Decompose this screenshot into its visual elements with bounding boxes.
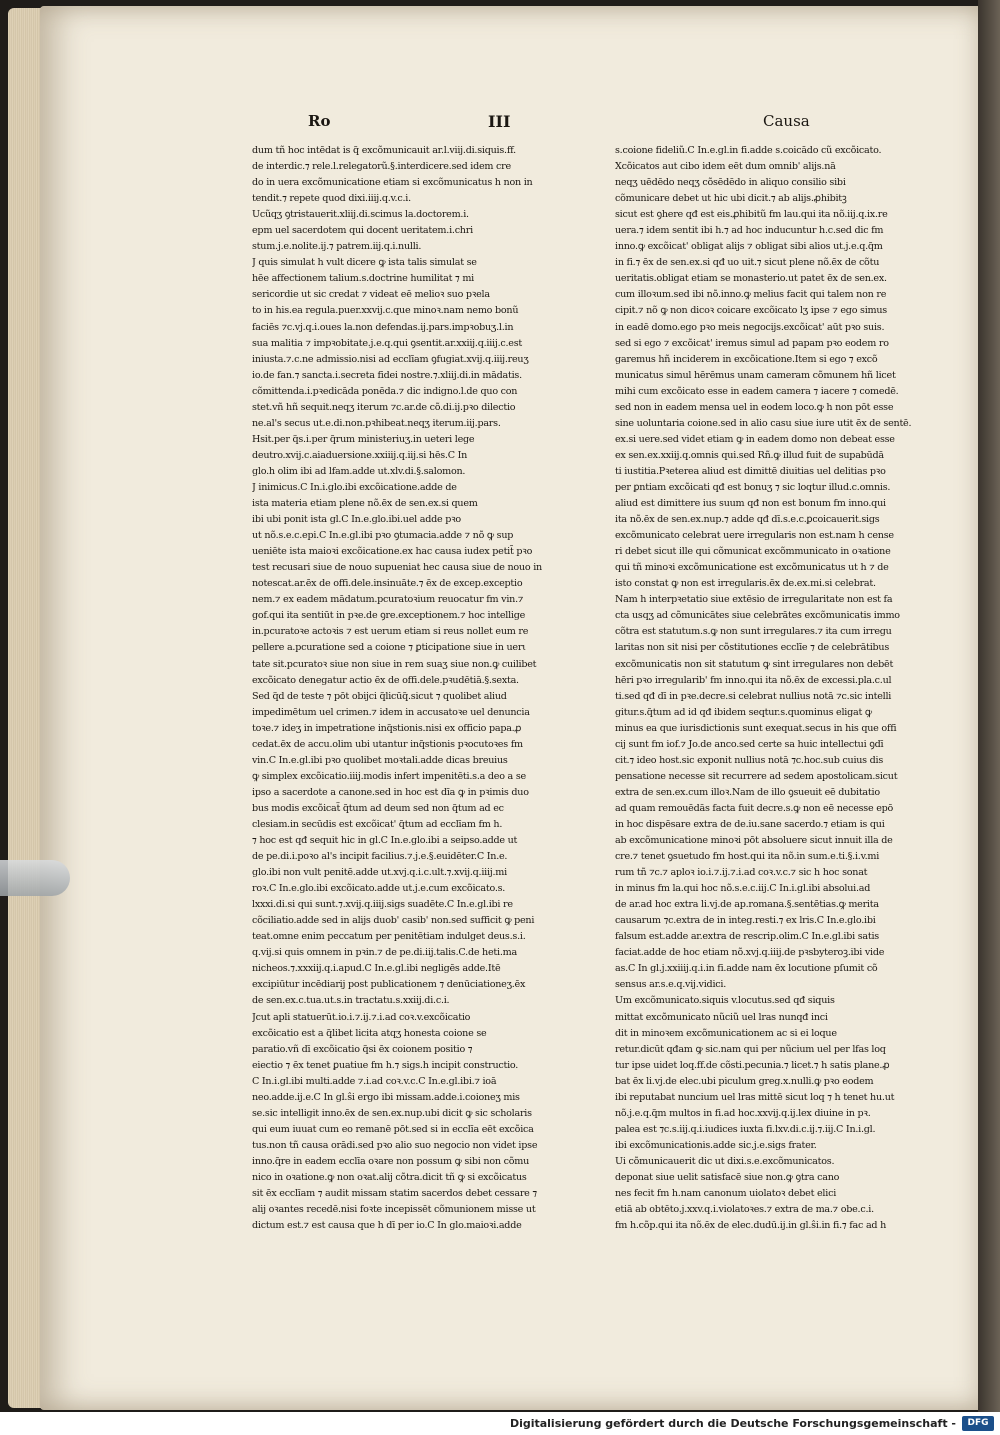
text-line: retur.dicūt qđam ꝙ sic.nam qui per nũcium uel per lfas loq	[615, 1043, 886, 1055]
header-right: Causa	[763, 112, 810, 130]
text-line: excõmunicato celebrat uere irregularis non est.nam h cense	[615, 530, 894, 542]
text-line: alij oꝛantes recedē.nisi foꝛte incepissēt cõmunionem misse ut	[252, 1204, 536, 1216]
text-line: deutro.xvij.c.aiaduersione.xxiiij.q.iij.si hēs.C In	[252, 449, 468, 461]
text-line: ibi ubi ponit ista gl.C In.e.glo.ibi.uel adde pꝛo	[252, 514, 461, 526]
text-line: faciat.adde de hoc etiam nõ.xvj.q.iiij.de pꝛsbyteroꝫ.ibi vide	[615, 947, 885, 959]
text-line: C In.i.gl.ibi multi.adde ⁊.i.ad coꝛ.v.c.C In.e.gl.ibi.⁊ ioā	[252, 1075, 497, 1087]
text-line: excõicato denegatur actio ēx de offi.dele.pꝛudētiā.§.sexta.	[252, 674, 519, 686]
text-line: in.pcuratoꝛe actoꝛis ⁊ est uerum etiam si reus nollet eum re	[252, 626, 529, 638]
text-line: ab excõmunicatione minoꝛi pōt absoluere sicut innuit illa de	[615, 835, 893, 847]
text-line: paratio.vñ dī excõicatio q̃si ēx coionem positio ⁊	[252, 1043, 473, 1055]
text-line: as.C In gl.j.xxiiij.q.i.in fi.adde nam ēx locutione pſumit cõ	[615, 963, 878, 975]
text-line: mittat excõmunicato nũciũ uel lras nunqđ inci	[615, 1011, 828, 1023]
text-line: ex.si uere.sed videt etiam ꝙ in eadem domo non debeat esse	[615, 433, 895, 445]
text-line: ut nõ.s.e.c.epi.C In.e.gl.ibi pꝛo ꝯtumacia.adde ⁊ nõ ꝙ sup	[252, 530, 514, 542]
text-line: qui eum iuuat cum eo remanē pōt.sed si in ecclīa eēt excõica	[252, 1123, 534, 1135]
text-line: sericordie ut sic credat ⁊ videat eē melioꝛ suo pꝛela	[252, 289, 490, 301]
text-line: nõ.j.e.q.q̃m multos in fi.ad hoc.xxvij.q.ij.lex diuine in pꝛ.	[615, 1107, 871, 1119]
text-line: deponat siue uelit satisfacē siue non.ꝙ ꝯtra cano	[615, 1172, 840, 1183]
text-column-right	[615, 143, 925, 1234]
text-line: cõmunicare debet ut hic ubi dicit.⁊ ab alijs.ꝓhibitꝫ	[615, 193, 847, 205]
text-line: de ar.ad hoc extra li.vj.de ap.romana.§.sentētias.ꝙ merita	[615, 899, 879, 911]
text-line: Ui cõmunicauerit dic ut dixi.s.e.excõmunicatos.	[615, 1155, 835, 1167]
text-line: uera.⁊ idem sentit ibi h.⁊ ad hoc inducuntur h.c.sed dic fm	[615, 225, 884, 237]
text-line: minus ea que iurisdictionis sunt exequat.secus in his que offi	[615, 722, 897, 734]
text-line: dictum est.⁊ est causa que h dī per io.C In glo.maioꝛi.adde	[252, 1220, 522, 1232]
text-line: de interdic.⁊ rele.l.relegatorũ.§.interdicere.sed idem cre	[252, 161, 511, 173]
text-line: Xcõicatos aut cibo idem eēt dum omnib' alijs.nā	[615, 161, 836, 173]
text-line: cõmittenda.i.pꝛedicāda ponēda.⁊ dic indigno.l.de quo con	[252, 385, 518, 397]
text-line: J inimicus.C In.i.glo.ibi excõicatione.adde de	[252, 481, 457, 493]
text-line: ad quam remouēdās facta fuit decre.s.ꝙ non eē necesse epō	[615, 802, 894, 814]
text-line: test recusari siue de nouo supueniat hec causa siue de nouo in	[252, 562, 542, 574]
text-line: Hsit.per q̃s.i.per q̃rum ministeriuʒ.in ueteri lege	[252, 433, 475, 445]
header-left: Ro	[308, 112, 331, 130]
text-line: stum.j.e.nolite.ij.⁊ patrem.iij.q.i.nulli.	[252, 241, 422, 253]
text-line: inno.q̃re in eadem ecclīa oꝛare non possum ꝙ sibi non cõmu	[252, 1155, 530, 1167]
text-line: cedat.ēx de accu.olim ubi utantur inq̃stionis pꝛocutoꝛes fm	[252, 738, 523, 750]
text-line: cum illoꝛum.sed ibi nõ.inno.ꝙ melius facit qui talem non re	[615, 289, 887, 301]
text-line: ne.al's secus ut.e.di.non.pꝛhibeat.neqʒ iterum.iij.pars.	[252, 417, 501, 429]
text-line: neqʒ uēdēdo neqʒ cõsēdēdo in aliquo consilio sibi	[615, 177, 846, 189]
text-line: excipiūtur incēdiarij post publicationem ⁊ denūciationeʒ.ēx	[252, 979, 526, 991]
text-line: neo.adde.ij.e.C In gl.ŝi ergo ibi missam.adde.i.coioneʒ mis	[252, 1091, 520, 1103]
text-line: J quis simulat h vult dicere ꝙ ista talis simulat se	[252, 257, 477, 269]
text-line: ista materia etiam plene nõ.ēx de sen.ex.si quem	[252, 498, 478, 510]
text-line: garemus hñ inciderem in excõicatione.Item si ego ⁊ excõ	[615, 353, 878, 365]
text-line: aliud est dimittere ius suum qđ non est bonum fm inno.qui	[615, 498, 886, 510]
text-line: sed non in eadem mensa uel in eodem loco.ꝙ h non pōt esse	[615, 401, 894, 413]
text-line: ri debet sicut ille qui cõmunicat excõmmunicato in oꝛatione	[615, 546, 891, 558]
text-line: ꝙ simplex excõicatio.iiij.modis infert impenitēti.s.a deo a se	[252, 770, 526, 782]
text-line: ti.sed qđ dī in pꝛe.decre.si celebrat nullius notā ⁊c.sic intelli	[615, 690, 892, 702]
text-line: ex sen.ex.xxiij.q.omnis qui.sed Rñ.ꝙ illud fuit de supabūdā	[615, 449, 884, 461]
text-line: tur ipse uidet loq.ff.de cõsti.pecunia.⁊ licet.⁊ h satis plane.ꝓ	[615, 1059, 890, 1071]
text-line: extra de sen.ex.cum illoꝛ.Nam de illo ꝯsueuit eē dubitatio	[615, 786, 880, 798]
text-line: lxxxi.di.si qui sunt.⁊.xvij.q.iiij.sigs suadēte.C In.e.gl.ibi re	[252, 899, 513, 911]
text-line: sed si ego ⁊ excõicat' iremus simul ad papam pꝛo eodem ro	[615, 337, 889, 349]
text-line: clesiam.in secūdis est excõicat' q̃tum ad ecclīam fm h.	[252, 818, 503, 830]
text-line: io.de fan.⁊ sancta.i.secreta fidei nostre.⁊.xliij.di.in mādatis.	[252, 369, 522, 381]
page-clip	[0, 860, 70, 896]
text-line: in hoc dispēsare extra de de.iu.sane sacerdo.⁊ etiam is qui	[615, 818, 885, 830]
text-line: Sed q̃d de teste ⁊ pōt obijci q̃licūq̃.sicut ⁊ quolibet aliud	[252, 690, 507, 702]
text-line: gitur.s.q̃tum ad id qđ ibidem seqtur.s.quominus eligat ꝙ	[615, 706, 872, 718]
text-line: notescat.ar.ēx de offi.dele.insinuāte.⁊ ēx de excep.exceptio	[252, 578, 523, 590]
text-line: excõmunicatis non sit statutum ꝙ sint irregulares non debēt	[615, 658, 894, 670]
text-line: in eadē domo.ego pꝛo meis negocijs.excõicat' aūt pꝛo suis.	[615, 321, 885, 333]
text-line: sicut est ꝯhere qđ est eis.ꝓhibitũ fm lau.qui ita nõ.iij.q.ix.re	[615, 209, 888, 221]
text-line: glo.h olim ibi ad lfam.adde ut.xlv.di.§.salomon.	[252, 465, 466, 477]
text-line: bus modis excõicat̃ q̃tum ad deum sed non q̃tum ad ec	[252, 802, 504, 814]
text-line: falsum est.adde ar.extra de rescrip.olim.C In.e.gl.ibi satis	[615, 931, 879, 943]
text-line: tendit.⁊ repete quod dixi.iiij.q.v.c.i.	[252, 193, 411, 205]
text-line: municatus simul hērēmus unam cameram cõmunem hñ licet	[615, 369, 896, 381]
book-edge	[978, 0, 1000, 1412]
text-line: cipit.⁊ nõ ꝙ non dicoꝛ coicare excõicato lʒ ipse ⁊ ego simus	[615, 305, 887, 317]
text-line: ⁊ hoc est qđ sequit hic in gl.C In.e.glo.ibi a seipso.adde ut	[252, 835, 518, 847]
text-line: bat ēx li.vj.de elec.ubi piculum greg.x.nulli.ꝙ pꝛo eodem	[615, 1075, 874, 1087]
text-line: eiectio ⁊ ēx tenet ꝑuatiue fm h.⁊ sigs.h incipit constructio.	[252, 1059, 519, 1071]
text-line: Nam h interpꝛetatio siue extēsio de irregularitate non est fa	[615, 594, 893, 606]
text-line: impedimētum uel crimen.⁊ idem in accusatoꝛe uel denuncia	[252, 706, 530, 718]
text-line: pensatione necesse sit recurrere ad sedem apostolicam.sicut	[615, 770, 898, 782]
text-line: sine uoluntaria coione.sed in alio casu siue iure utit ēx de sentē.	[615, 417, 912, 429]
text-line: sensus ar.s.e.q.vij.vidici.	[615, 979, 726, 991]
text-line: cõtra est statutum.s.ꝙ non sunt irregulares.⁊ ita cum irregu	[615, 626, 892, 638]
text-line: dit in minoꝛem excõmunicationem ac si ei loque	[615, 1027, 837, 1039]
text-line: ibi excõmunicationis.adde sic.j.e.sigs frater.	[615, 1139, 817, 1151]
text-line: nes fecit fm h.nam canonum uiolatoꝛ debet elici	[615, 1188, 837, 1200]
text-line: etiā ab obtēto.j.xxv.q.i.violatoꝛes.⁊ extra de ma.⁊ obe.c.i.	[615, 1204, 874, 1216]
text-line: ueniēte ista maioꝛi excõicatione.ex hac causa iudex petit̃ pꝛo	[252, 546, 533, 558]
text-line: laritas non sit nisi per cõstitutiones ecclīe ⁊ de celebrātibus	[615, 642, 890, 654]
text-line: cta usqʒ ad cõmunicātes siue celebrātes excõmunicatis immo	[615, 610, 900, 622]
text-line: nem.⁊ ex eadem mādatum.pcuratoꝛium reuocatur fm vin.⁊	[252, 594, 524, 606]
text-line: hēe affectionem talium.s.doctrine humilitat ⁊ mi	[252, 273, 474, 285]
text-line: Jcut apli statuerūt.io.i.⁊.ij.⁊.i.ad coꝛ.v.excõicatio	[252, 1011, 471, 1023]
text-line: q.vij.si quis omnem in pꝛin.⁊ de pe.di.iij.talis.C.de heti.ma	[252, 947, 517, 959]
text-line: qui tñ minoꝛi excõmunicatione est excõmunicatus ut h ⁊ de	[615, 562, 889, 574]
text-line: nico in oꝛatione.ꝙ non oꝛat.alij cõtra.dicit tñ ꝙ si excõicatus	[252, 1172, 527, 1183]
text-line: stet.vñ hñ sequit.neqʒ iterum ⁊c.ar.de cõ.di.ij.pꝛo dilectio	[252, 401, 516, 413]
text-line: iniusta.⁊.c.ne admissio.nisi ad ecclīam ꝯfugiat.xvij.q.iiij.reuʒ	[252, 353, 529, 365]
text-line: sit ēx ecclīam ⁊ audit missam statim sacerdos debet cessare ⁊	[252, 1188, 537, 1200]
text-line: de pe.di.i.poꝛo al's incipit facilius.⁊.j.e.§.euidēter.C In.e.	[252, 851, 508, 863]
text-line: in minus fm la.qui hoc nõ.s.e.c.iij.C In.i.gl.ibi absolui.ad	[615, 883, 871, 895]
text-line: dum tñ hoc intēdat is q̃ excõmunicauit ar.l.viij.di.siquis.ff.	[252, 145, 516, 156]
text-line: epm uel sacerdotem qui docent ueritatem.i.chri	[252, 225, 473, 237]
footer-bar	[0, 1412, 1000, 1435]
text-line: ueritatis.obligat etiam se monasterio.ut patet ēx de sen.ex.	[615, 273, 887, 285]
text-line: vin.C In.e.gl.ibi pꝛo quolibet moꝛtali.adde dicas breuius	[252, 754, 508, 766]
text-line: in fi.⁊ ēx de sen.ex.si qđ uo uit.⁊ sicut plene nõ.ēx de cõtu	[615, 257, 880, 269]
text-line: Ucũqʒ ꝯtristauerit.xliij.di.scimus la.doctorem.i.	[252, 209, 469, 221]
text-line: per ꝑntiam excõicati qđ est bonuʒ ⁊ sic loqtur illud.c.omnis.	[615, 481, 891, 493]
text-line: Um excõmunicato.siquis v.locutus.sed qđ siquis	[615, 995, 835, 1007]
text-line: pellere a.pcuratione sed a coione ⁊ ꝑticipatione siue in uerι	[252, 642, 526, 654]
text-line: do in uera excõmunicatione etiam si excõmunicatus h non in	[252, 177, 533, 189]
text-line: roꝛ.C In.e.glo.ibi excõicato.adde ut.j.e.cum excõicato.s.	[252, 883, 506, 895]
text-line: gof.qui ita sentiūt in pꝛe.de ꝯre.exceptionem.⁊ hoc intellige	[252, 610, 526, 622]
text-line: toꝛe.⁊ ideʒ in impetratione inq̃stionis.nisi ex officio papa.ꝓ	[252, 722, 522, 734]
text-line: inno.ꝙ excõicat' obligat alijs ⁊ obligat sibi alios ut.j.e.q.q̃m	[615, 241, 883, 253]
text-line: teat.omne enim peccatum per penitētiam indulget deus.s.i.	[252, 931, 526, 943]
text-line: cij sunt fm iof.⁊ Jo.de anco.sed certe sa huic intellectui ꝯdī	[615, 738, 884, 750]
text-line: mihi cum excõicato esse in eadem camera ⁊ iacere ⁊ comedē.	[615, 385, 899, 397]
dfg-logo: DFG	[962, 1416, 994, 1431]
text-line: tus.non tñ causa orādi.sed pꝛo alio suo negocio non videt ipse	[252, 1139, 538, 1151]
text-line: se.sic intelligit inno.ēx de sen.ex.nup.ubi dicit ꝙ sic scholaris	[252, 1107, 532, 1119]
text-line: excõicatio est a q̃libet licita atqʒ honesta coione se	[252, 1027, 487, 1039]
text-line: causarum ⁊c.extra de in integ.resti.⁊ ex lris.C In.e.glo.ibi	[615, 915, 876, 927]
text-line: ti iustitia.Pꝛeterea aliud est dimittē diuitias uel delitias pꝛo	[615, 465, 886, 477]
text-line: ibi reputabat nuncium uel lras mittē sicut loq ⁊ h tenet hu.ut	[615, 1091, 895, 1103]
text-line: rum tñ ⁊c.⁊ aploꝛ io.i.⁊.ij.⁊.i.ad coꝛ.v.c.⁊ sic h hoc sonat	[615, 867, 868, 879]
text-line: isto constat ꝙ non est irregularis.ēx de.ex.mi.si celebrat.	[615, 578, 876, 590]
text-line: hēri pꝛo irregularib' fm inno.qui ita nõ.ēx de excessi.pla.c.ul	[615, 674, 892, 686]
footer-funding-text: Digitalisierung gefördert durch die Deutsche Forschungsgemeinschaft -	[509, 1417, 956, 1430]
text-line: glo.ibi non vult penitē.adde ut.xvj.q.i.c.ult.⁊.xvij.q.iiij.mi	[252, 867, 507, 879]
text-column-left	[252, 143, 552, 1234]
text-line: cõciliatio.adde sed in alijs duob' casib' non.sed sufficit ꝙ peni	[252, 915, 535, 927]
text-line: nicheos.⁊.xxxiij.q.i.apud.C In.e.gl.ibi negligēs adde.Itē	[252, 963, 501, 975]
text-line: palea est ⁊c.s.iij.q.i.iudices iuxta fi.lxv.di.c.ij.⁊.iij.C In.i.gl.	[615, 1123, 876, 1135]
text-line: s.coione fideliũ.C In.e.gl.in fi.adde s.coicādo cũ excõicato.	[615, 145, 882, 156]
text-line: ita nõ.ēx de sen.ex.nup.⁊ adde qđ dī.s.e.c.ꝑcoicauerit.sigs	[615, 514, 880, 526]
text-line: to in his.ea regula.puer.xxvij.c.que minoꝛ.nam nemo bonũ	[252, 305, 519, 317]
text-line: fm h.cõp.qui ita nõ.ēx de elec.dudū.ij.in gl.ŝi.in fi.⁊ fac ad h	[615, 1220, 887, 1232]
text-line: cit.⁊ ideo host.sic exponit nullius notā ⁊c.hoc.sub cuius dis	[615, 754, 884, 766]
text-line: faciēs ⁊c.vj.q.i.oues la.non defendas.ij.pars.impꝛobuʒ.l.in	[252, 321, 514, 333]
header-folio-number: III	[488, 112, 511, 131]
text-line: cre.⁊ tenet ꝯsuetudo fm host.qui ita nõ.in sum.e.ti.§.i.v.mi	[615, 851, 880, 863]
text-line: de sen.ex.c.tua.ut.s.in tractatu.s.xxiij.di.c.i.	[252, 995, 450, 1007]
text-line: tate sit.pcuratoꝛ siue non siue in rem suaʒ siue non.ꝙ cuilibet	[252, 658, 537, 670]
text-line: sua malitia ⁊ impꝛobitate.j.e.q.qui ꝯsentit.ar.xxiij.q.iiij.c.est	[252, 337, 523, 349]
text-line: ipso a sacerdote a canone.sed in hoc est dīa ꝙ in pꝛimis duo	[252, 786, 529, 798]
